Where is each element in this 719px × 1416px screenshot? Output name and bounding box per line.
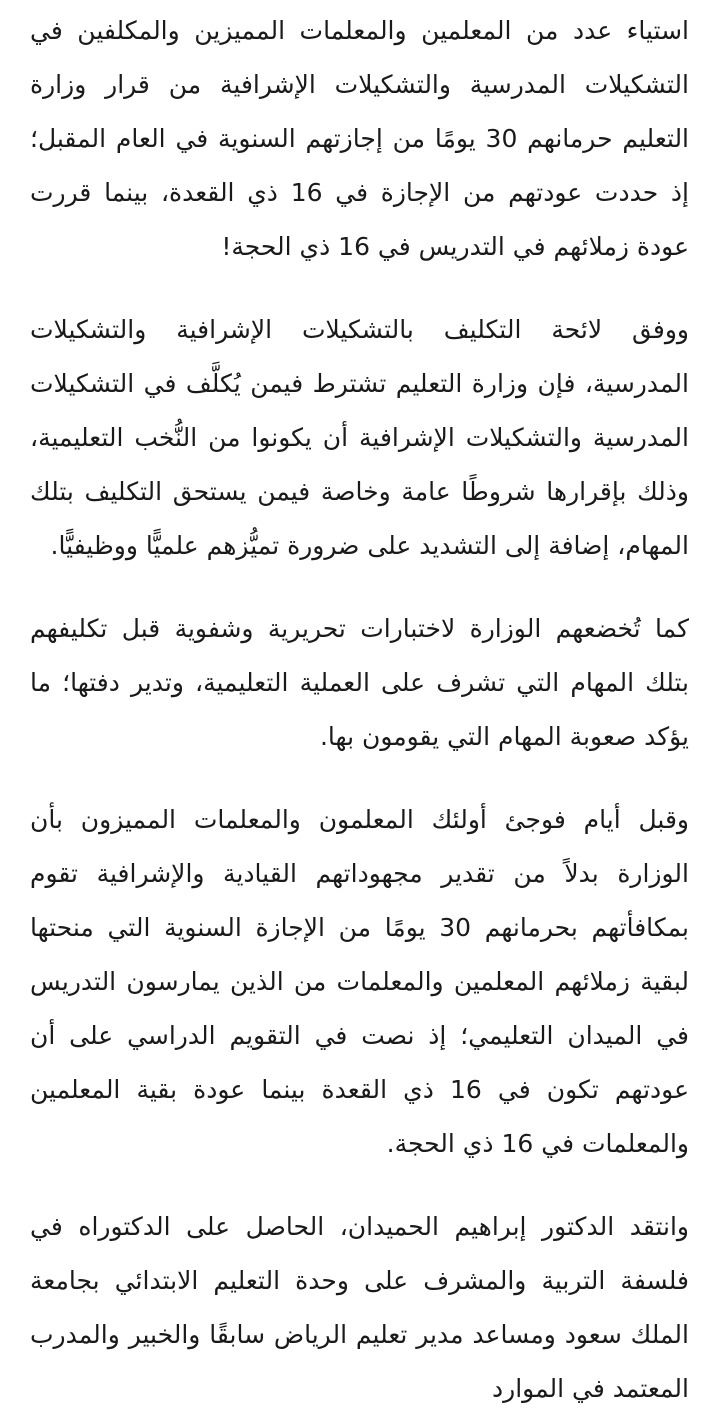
paragraph-3: كما تُخضعهم الوزارة لاختبارات تحريرية وشفوية قبل تكليفهم بتلك المهام التي تشرف على العملية التعليمية، وتدير دفتها؛ ما يؤكد صعوبة المهام التي يقومون بها. — [30, 614, 689, 751]
paragraph-1: استياء عدد من المعلمين والمعلمات المميزين والمكلفين في التشكيلات المدرسية والتشكيلات الإشرافية من قرار وزارة التعليم حرمانهم 30 يومًا من إجازتهم السنوية في العام المقبل؛ إذ حددت عودتهم من الإجازة في 16 ذي القعدة، بينما قررت عودة زملائهم في التدريس في 16 ذي الحجة! — [30, 16, 690, 261]
paragraph-2: ووفق لائحة التكليف بالتشكيلات الإشرافية والتشكيلات المدرسية، فإن وزارة التعليم تشترط فيمن يُكلَّف في التشكيلات المدرسية والتشكيلات الإشرافية أن يكونوا من النُّخب التعليمية، وذلك بإقرارها شروطًا عامة وخاصة فيمن يستحق التكليف بتلك المهام، إضافة إلى التشديد على ضرورة تميُّزهم علميًّا ووظيفيًّا. — [30, 315, 689, 560]
paragraph-4: وقبل أيام فوجئ أولئك المعلمون والمعلمات المميزون بأن الوزارة بدلاً من تقدير مجهوداتهم القيادية والإشرافية تقوم بمكافأتهم بحرمانهم 30 يومًا من الإجازة السنوية التي منحتها لبقية زملائهم المعلمين والمعلمات من الذين يمارسون التدريس في الميدان التعليمي؛ إذ نصت في التقويم الدراسي على أن عودتهم تكون في 16 ذي القعدة بينما عودة بقية المعلمين والمعلمات في 16 ذي الحجة. — [30, 805, 689, 1158]
paragraph-5: وانتقد الدكتور إبراهيم الحميدان، الحاصل على الدكتوراه في فلسفة التربية والمشرف على وحدة التعليم الابتدائي بجامعة الملك سعود ومساعد مدير تعليم الرياض سابقًا والخبير والمدرب المعتمد في الموارد — [30, 1212, 689, 1403]
article-body — [0, 4, 719, 1416]
